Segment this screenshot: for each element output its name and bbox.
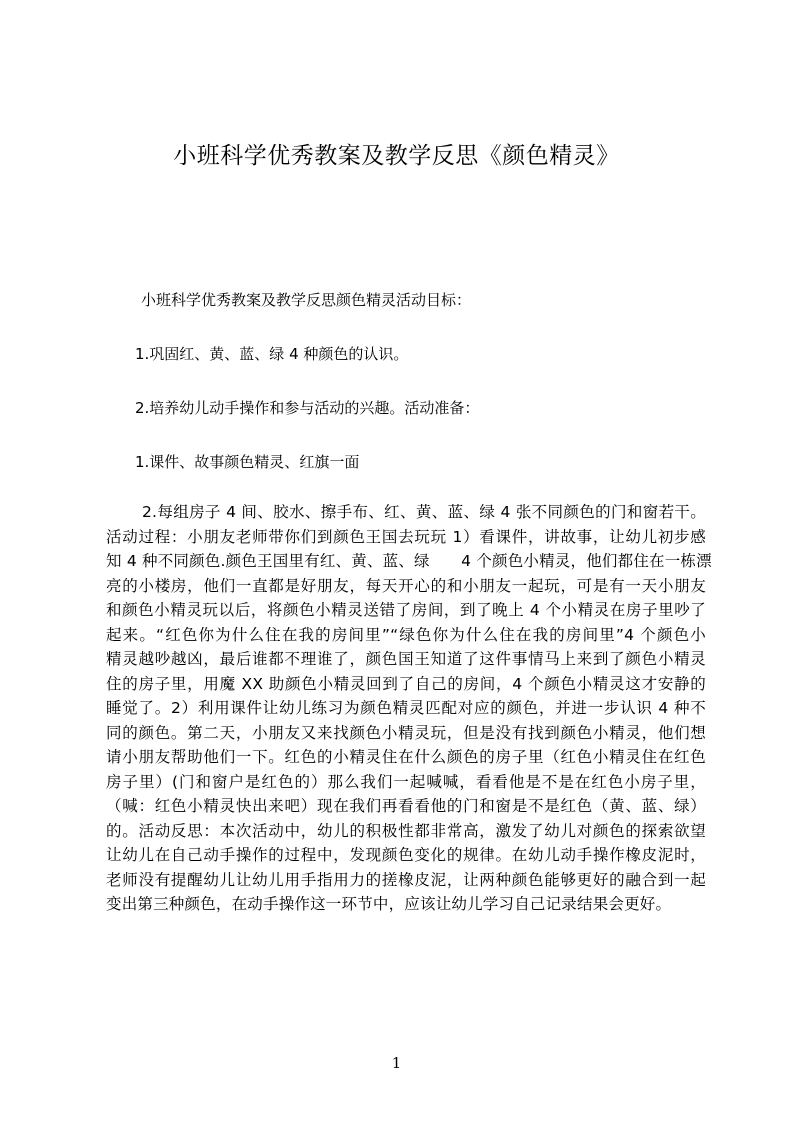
body-line: 2.每组房子 4 间、胶水、擦手布、红、黄、蓝、绿 4 张不同颜色的门和窗若干。 <box>142 503 706 521</box>
intro-paragraph: 小班科学优秀教案及教学反思颜色精灵活动目标： <box>141 291 472 309</box>
goal-item-2: 2.培养幼儿动手操作和参与活动的兴趣。活动准备： <box>135 399 480 417</box>
body-line: 精灵越吵越凶，最后谁都不理谁了，颜色国王知道了这件事情马上来到了颜色小精灵 <box>106 650 706 668</box>
body-line: 和颜色小精灵玩以后，将颜色小精灵送错了房间，到了晚上 4 个小精灵在房子里吵了 <box>106 601 706 619</box>
body-line: 老师没有提醒幼儿让幼儿用手指用力的搓橡皮泥，让两种颜色能够更好的融合到一起 <box>106 870 706 889</box>
body-line: 同的颜色。第二天，小朋友又来找颜色小精灵玩，但是没有找到颜色小精灵，他们想 <box>106 723 706 742</box>
body-line: 活动过程：小朋友老师带你们到颜色王国去玩玩 1）看课件，讲故事，让幼儿初步感 <box>106 527 706 546</box>
document-title: 小班科学优秀教案及教学反思《颜色精灵》 <box>173 143 620 169</box>
body-line: 让幼儿在自己动手操作的过程中，发现颜色变化的规律。在幼儿动手操作橡皮泥时， <box>106 846 706 864</box>
body-line: 请小朋友帮助他们一下。红色的小精灵住在什么颜色的房子里（红色小精灵住在红色 <box>106 748 706 766</box>
body-line: 住的房子里，用魔 XX 助颜色小精灵回到了自己的房间，4 个颜色小精灵这才安静的 <box>106 674 706 693</box>
prep-item-1: 1.课件、故事颜色精灵、红旗一面 <box>135 453 360 471</box>
body-line: 的。活动反思：本次活动中，幼儿的积极性都非常高，激发了幼儿对颜色的探索欲望 <box>106 821 706 840</box>
body-line: 起来。“红色你为什么住在我的房间里”“绿色你为什么住在我的房间里”4 个颜色小 <box>106 625 706 644</box>
body-line: （喊：红色小精灵快出来吧）现在我们再看看他的门和窗是不是红色（黄、蓝、绿） <box>106 797 706 815</box>
goal-item-1: 1.巩固红、黄、蓝、绿 4 种颜色的认识。 <box>135 345 409 363</box>
body-line: 亮的小楼房，他们一直都是好朋友，每天开心的和小朋友一起玩，可是有一天小朋友 <box>106 576 706 595</box>
page-number: 1 <box>391 1054 402 1072</box>
body-line: 变出第三种颜色，在动手操作这一环节中，应该让幼儿学习自己记录结果会更好。 <box>106 895 672 913</box>
body-line: 知 4 种不同颜色.颜色王国里有红、黄、蓝、绿 4 个颜色小精灵，他们都住在一栋漂 <box>106 552 712 570</box>
body-paragraph <box>106 500 712 917</box>
body-line: 睡觉了。2）利用课件让幼儿练习为颜色精灵匹配对应的颜色，并进一步认识 4 种不 <box>106 699 706 717</box>
body-line: 房子里）(门和窗户是红色的）那么我们一起喊喊，看看他是不是在红色小房子里， <box>106 772 706 791</box>
